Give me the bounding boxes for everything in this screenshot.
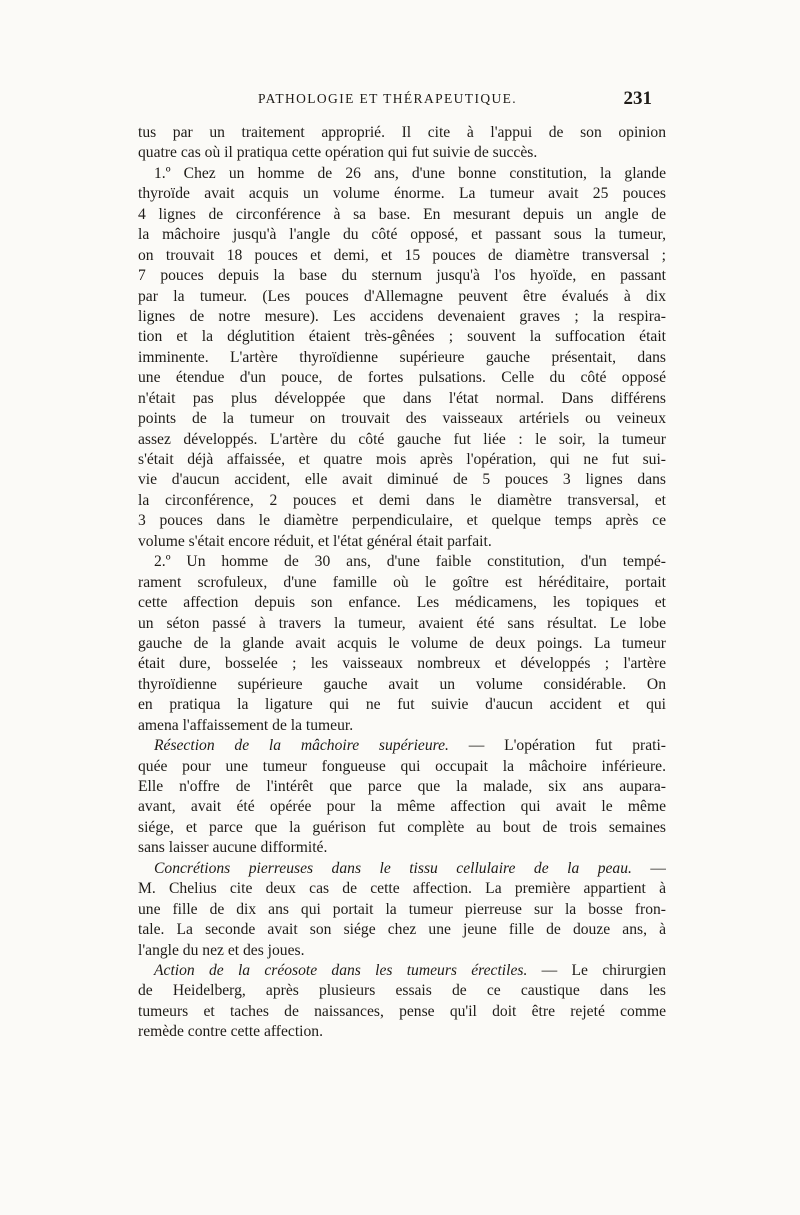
- text-line: [138, 859, 666, 879]
- line-text: quatre cas où il pratiqua cette opération qui fut suivie de succès.: [138, 144, 538, 162]
- text-line: [138, 511, 666, 531]
- text-line: [138, 123, 666, 143]
- line-text: une fille de dix ans qui portait la tumeur pierreuse sur la bosse fron-: [138, 900, 666, 918]
- line-text: 2.º Un homme de 30 ans, d'une faible constitution, d'un tempé-: [154, 553, 666, 571]
- text-line: [138, 470, 666, 490]
- text-line: [138, 184, 666, 204]
- section-heading: Concrétions pierreuses dans le tissu cellulaire de la peau.: [154, 859, 632, 877]
- text-line: [138, 287, 666, 307]
- line-text: — L'opération fut prati-: [448, 737, 666, 755]
- line-text: thyroïdienne supérieure gauche avait un volume considérable. On: [138, 675, 666, 693]
- text-line: [138, 838, 666, 858]
- text-line: [138, 430, 666, 450]
- line-text: amena l'affaissement de la tumeur.: [138, 716, 354, 734]
- line-text: l'angle du nez et des joues.: [138, 941, 305, 959]
- line-text: s'était déjà affaissée, et quatre mois après l'opération, qui ne fut sui-: [138, 451, 666, 468]
- line-text: Elle n'offre de l'intérêt que parce que la malade, six ans aupara-: [138, 778, 666, 795]
- line-text: un séton passé à travers la tumeur, avaient été sans résultat. Le lobe: [138, 614, 666, 632]
- line-text: tumeurs et taches de naissances, pense qu'il doit être rejeté comme: [138, 1002, 666, 1020]
- text-line: [138, 348, 666, 368]
- text-line: [138, 818, 666, 838]
- text-line: [138, 961, 666, 981]
- line-text: avant, avait été opérée pour la même affection qui avait le même: [138, 798, 666, 816]
- line-text: de Heidelberg, après plusieurs essais de ce caustique dans les: [138, 982, 666, 1000]
- text-line: [138, 634, 666, 654]
- text-line: [138, 205, 666, 225]
- text-line: [138, 797, 666, 817]
- line-text: points de la tumeur on trouvait des vaisseaux artériels ou veineux: [138, 410, 666, 428]
- line-text: était dure, bosselée ; les vaisseaux nombreux et développés ; l'artère: [138, 655, 666, 673]
- line-text: vie d'aucun accident, elle avait diminué de 5 pouces 3 lignes dans: [138, 471, 666, 489]
- section-heading: Résection de la mâchoire supérieure.: [154, 737, 449, 755]
- text-line: [138, 614, 666, 634]
- line-text: assez développés. L'artère du côté gauche fut liée : le soir, la tumeur: [138, 430, 666, 448]
- line-text: tale. La seconde avait son siége chez une jeune fille de douze ans, à: [138, 921, 666, 939]
- line-text: la mâchoire jusqu'à l'angle du côté opposé, et passant sous la tumeur,: [138, 226, 666, 244]
- text-line: [138, 573, 666, 593]
- line-text: une étendue d'un pouce, de fortes pulsations. Celle du côté opposé: [138, 369, 666, 387]
- line-text: tion et la déglutition étaient très-gênées ; souvent la suffocation était: [138, 328, 666, 346]
- line-text: M. Chelius cite deux cas de cette affection. La première appartient à: [138, 880, 666, 898]
- text-line: [138, 266, 666, 286]
- running-head: PATHOLOGIE ET THÉRAPEUTIQUE.: [258, 91, 518, 106]
- text-line: [138, 757, 666, 777]
- body-text: [138, 123, 666, 1043]
- text-line: [138, 900, 666, 920]
- text-line: [138, 307, 666, 327]
- line-text: 1.º Chez un homme de 26 ans, d'une bonne constitution, la glande: [154, 164, 666, 182]
- text-line: [138, 143, 666, 163]
- text-line: [138, 409, 666, 429]
- text-line: [138, 879, 666, 899]
- line-text: 3 pouces dans le diamètre perpendiculaire, et quelque temps après ce: [138, 512, 666, 530]
- section-heading: Action de la créosote dans les tumeurs érectiles.: [154, 961, 528, 979]
- line-text: —: [631, 859, 666, 877]
- text-line: [138, 1022, 666, 1042]
- text-line: [138, 389, 666, 409]
- line-text: on trouvait 18 pouces et demi, et 15 pouces de diamètre transversal ;: [138, 246, 666, 264]
- text-line: [138, 532, 666, 552]
- text-line: [138, 716, 666, 736]
- line-text: rament scrofuleux, d'une famille où le goître est héréditaire, portait: [138, 573, 666, 591]
- text-line: [138, 552, 666, 572]
- page-number: 231: [623, 88, 652, 109]
- text-line: [138, 164, 666, 184]
- line-text: — Le chirurgien: [527, 961, 666, 979]
- line-text: 4 lignes de circonférence à sa base. En mesurant depuis un angle de: [138, 205, 666, 223]
- text-line: [138, 368, 666, 388]
- text-line: [138, 736, 666, 756]
- text-line: [138, 777, 666, 797]
- line-text: cette affection depuis son enfance. Les médicamens, les topiques et: [138, 594, 666, 612]
- text-line: [138, 593, 666, 613]
- text-line: [138, 327, 666, 347]
- text-line: [138, 450, 666, 470]
- line-text: remède contre cette affection.: [138, 1023, 323, 1041]
- line-text: siége, et parce que la guérison fut complète au bout de trois semaines: [138, 818, 666, 836]
- line-text: thyroïde avait acquis un volume énorme. La tumeur avait 25 pouces: [138, 185, 666, 203]
- text-line: [138, 920, 666, 940]
- text-line: [138, 981, 666, 1001]
- line-text: tus par un traitement approprié. Il cite à l'appui de son opinion: [138, 124, 666, 141]
- page-header: [258, 88, 652, 113]
- line-text: lignes de notre mesure). Les accidens devenaient graves ; la respira-: [138, 307, 666, 325]
- line-text: n'était pas plus développée que dans l'état normal. Dans différens: [138, 389, 666, 407]
- text-line: [138, 654, 666, 674]
- line-text: quée pour une tumeur fongueuse qui occupait la mâchoire inférieure.: [138, 757, 666, 775]
- text-line: [138, 225, 666, 245]
- line-text: imminente. L'artère thyroïdienne supérieure gauche présentait, dans: [138, 348, 666, 366]
- line-text: sans laisser aucune difformité.: [138, 839, 328, 857]
- text-line: [138, 246, 666, 266]
- text-line: [138, 941, 666, 961]
- text-line: [138, 675, 666, 695]
- line-text: volume s'était encore réduit, et l'état général était parfait.: [138, 532, 492, 550]
- line-text: par la tumeur. (Les pouces d'Allemagne peuvent être évalués à dix: [138, 287, 666, 305]
- line-text: la circonférence, 2 pouces et demi dans le diamètre transversal, et: [138, 491, 666, 509]
- text-line: [138, 1002, 666, 1022]
- line-text: en pratiqua la ligature qui ne fut suivie d'aucun accident et qui: [138, 696, 666, 714]
- text-line: [138, 695, 666, 715]
- line-text: 7 pouces depuis la base du sternum jusqu'à l'os hyoïde, en passant: [138, 267, 666, 285]
- text-line: [138, 491, 666, 511]
- line-text: gauche de la glande avait acquis le volume de deux poings. La tumeur: [138, 634, 666, 652]
